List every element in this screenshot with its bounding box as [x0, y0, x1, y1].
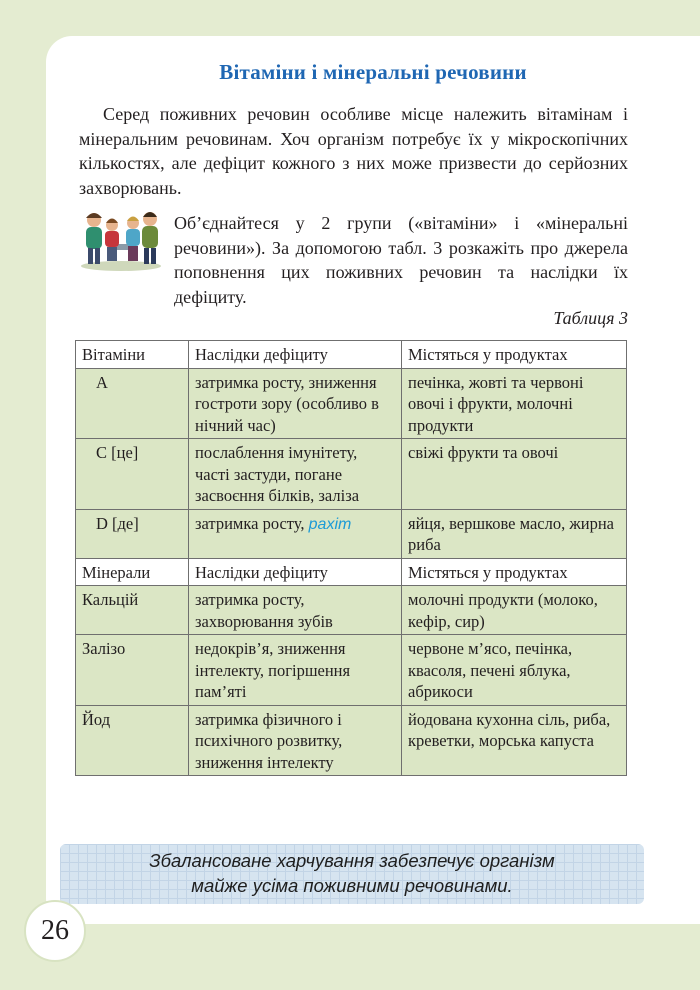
intro-paragraph: Серед поживних речовин особливе місце належить вітамінам і мінеральним речовинам. Хоч організм потребує їх у мікроскопічних кількостях, але дефіцит кожного з них може призвести до серйозних захворювань. — [79, 104, 628, 198]
nutrient-name: Залізо — [76, 635, 189, 706]
nutrient-name: С [це] — [76, 439, 189, 510]
table-header-row — [76, 341, 627, 369]
summary-line: Збалансоване харчування забезпечує організм — [149, 850, 555, 871]
sources-cell: свіжі фрукти та овочі — [402, 439, 627, 510]
table-row — [76, 439, 627, 510]
header-cell: Містяться у продуктах — [402, 558, 627, 586]
table-row — [76, 635, 627, 706]
deficit-cell: послаблення імунітету, часті застуди, погане засвоєння білків, заліза — [189, 439, 402, 510]
summary-text — [60, 848, 644, 898]
table-row — [76, 509, 627, 558]
nutrients-table — [75, 340, 627, 776]
summary-line: майже усіма поживними речовинами. — [191, 875, 513, 896]
nutrient-name: Кальцій — [76, 586, 189, 635]
sources-cell: молочні продукти (молоко, кефір, сир) — [402, 586, 627, 635]
deficit-cell — [189, 509, 402, 558]
table-header-row — [76, 558, 627, 586]
nutrient-name: D [де] — [76, 509, 189, 558]
header-cell: Мінерали — [76, 558, 189, 586]
nutrient-name: Йод — [76, 705, 189, 776]
group-work-icon — [78, 206, 164, 272]
page-title: Вітаміни і мінеральні речовини — [219, 60, 527, 84]
deficit-text: затримка росту, — [195, 513, 305, 533]
handwritten-answer: рахіт — [308, 515, 352, 533]
deficit-cell: затримка фізичного і психічного розвитку, зниження інтелекту — [189, 705, 402, 776]
sources-cell: яйця, вершкове масло, жирна риба — [402, 509, 627, 558]
header-cell: Наслідки дефіциту — [189, 341, 402, 369]
sources-cell: червоне м’ясо, печінка, квасоля, печені яблука, абрикоси — [402, 635, 627, 706]
sources-cell: печінка, жовті та червоні овочі і фрукти, молочні продукти — [402, 368, 627, 439]
sources-cell: йодована кухонна сіль, риба, креветки, морська капуста — [402, 705, 627, 776]
deficit-cell: затримка росту, захворювання зубів — [189, 586, 402, 635]
header-cell: Наслідки дефіциту — [189, 558, 402, 586]
table-row — [76, 705, 627, 776]
page-number: 26 — [24, 900, 86, 962]
deficit-cell: недокрів’я, зниження інтелекту, погіршення пам’яті — [189, 635, 402, 706]
group-task: Об’єднайтеся у 2 групи («вітаміни» і «мінеральні речовини»). За допомогою табл. 3 розкажіть про джерела поповнення цих поживних речовин та наслідки їх дефіциту. — [174, 213, 628, 307]
header-cell: Містяться у продуктах — [402, 341, 627, 369]
deficit-cell: затримка росту, зниження гостроти зору (особливо в нічний час) — [189, 368, 402, 439]
nutrient-name: А — [76, 368, 189, 439]
table-row — [76, 368, 627, 439]
header-cell: Вітаміни — [76, 341, 189, 369]
table-row — [76, 586, 627, 635]
table-caption: Таблиця 3 — [553, 308, 628, 328]
